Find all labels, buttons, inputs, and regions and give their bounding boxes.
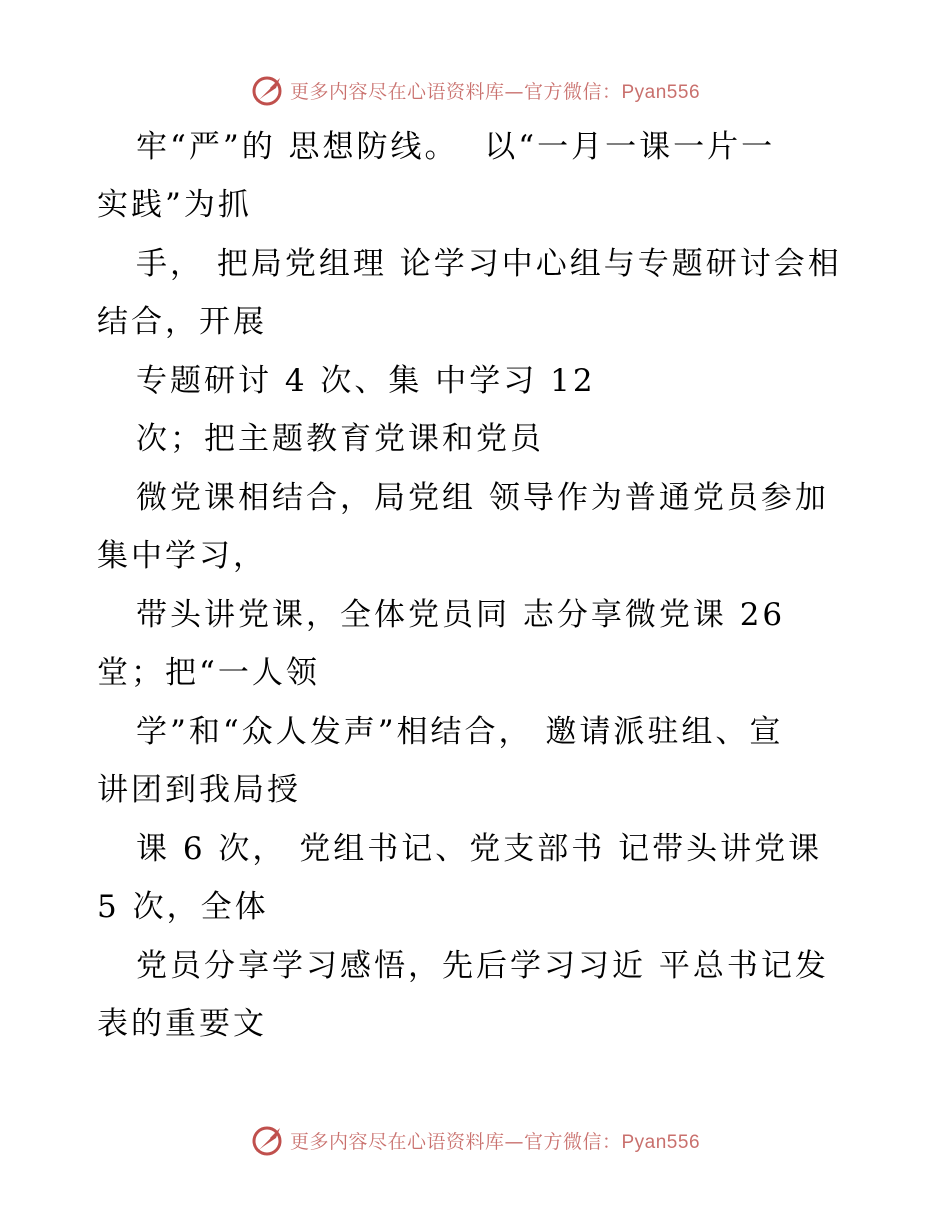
paragraph-line: 集中学习， [97, 538, 267, 574]
watermark-label: 官方微信： [523, 1130, 622, 1153]
paragraph-line: 微党课相结合，局党组 领导作为普通党员参加 [136, 480, 829, 516]
watermark-label: 官方微信： [523, 80, 622, 103]
paragraph-line: 党员分享学习感悟，先后学习习近 平总书记发 [136, 948, 829, 984]
paragraph-line: 讲团到我局授 [97, 772, 301, 808]
paragraph-line: 结合，开展 [97, 304, 267, 340]
watermark-brand: 更多内容尽在心语资料库 [289, 80, 505, 103]
quill-logo-icon [250, 72, 286, 108]
paragraph-line: 带头讲党课，全体党员同 志分享微党课 26 [136, 597, 786, 633]
footer-watermark [0, 1120, 950, 1160]
watermark-dash: — [504, 80, 524, 103]
paragraph-line: 次；把主题教育党课和党员 [136, 421, 544, 457]
quill-logo-icon [250, 1122, 286, 1158]
paragraph-line: 5 次，全体 [97, 889, 269, 925]
paragraph-line: 学”和“众人发声”相结合， 邀请派驻组、宣 [136, 714, 784, 750]
watermark-text [290, 77, 700, 104]
paragraph-line: 课 6 次， 党组书记、党支部书 记带头讲党课 [136, 831, 823, 867]
paragraph-line: 实践”为抓 [97, 187, 252, 223]
header-watermark [0, 70, 950, 110]
watermark-brand: 更多内容尽在心语资料库 [289, 1130, 505, 1153]
watermark-id: Pyan556 [621, 1131, 701, 1153]
paragraph-line: 表的重要文 [97, 1006, 267, 1042]
watermark-id: Pyan556 [621, 81, 701, 103]
watermark-text [290, 1127, 700, 1154]
paragraph-line: 堂；把“一人领 [97, 655, 320, 691]
paragraph-line: 牢“严”的 思想防线。 以“一月一课一片一 [136, 129, 776, 165]
paragraph-line: 手， 把局党组理 论学习中心组与专题研讨会相 [136, 246, 842, 282]
paragraph-line: 专题研讨 4 次、集 中学习 12 [136, 363, 596, 399]
watermark-dash: — [504, 1130, 524, 1153]
